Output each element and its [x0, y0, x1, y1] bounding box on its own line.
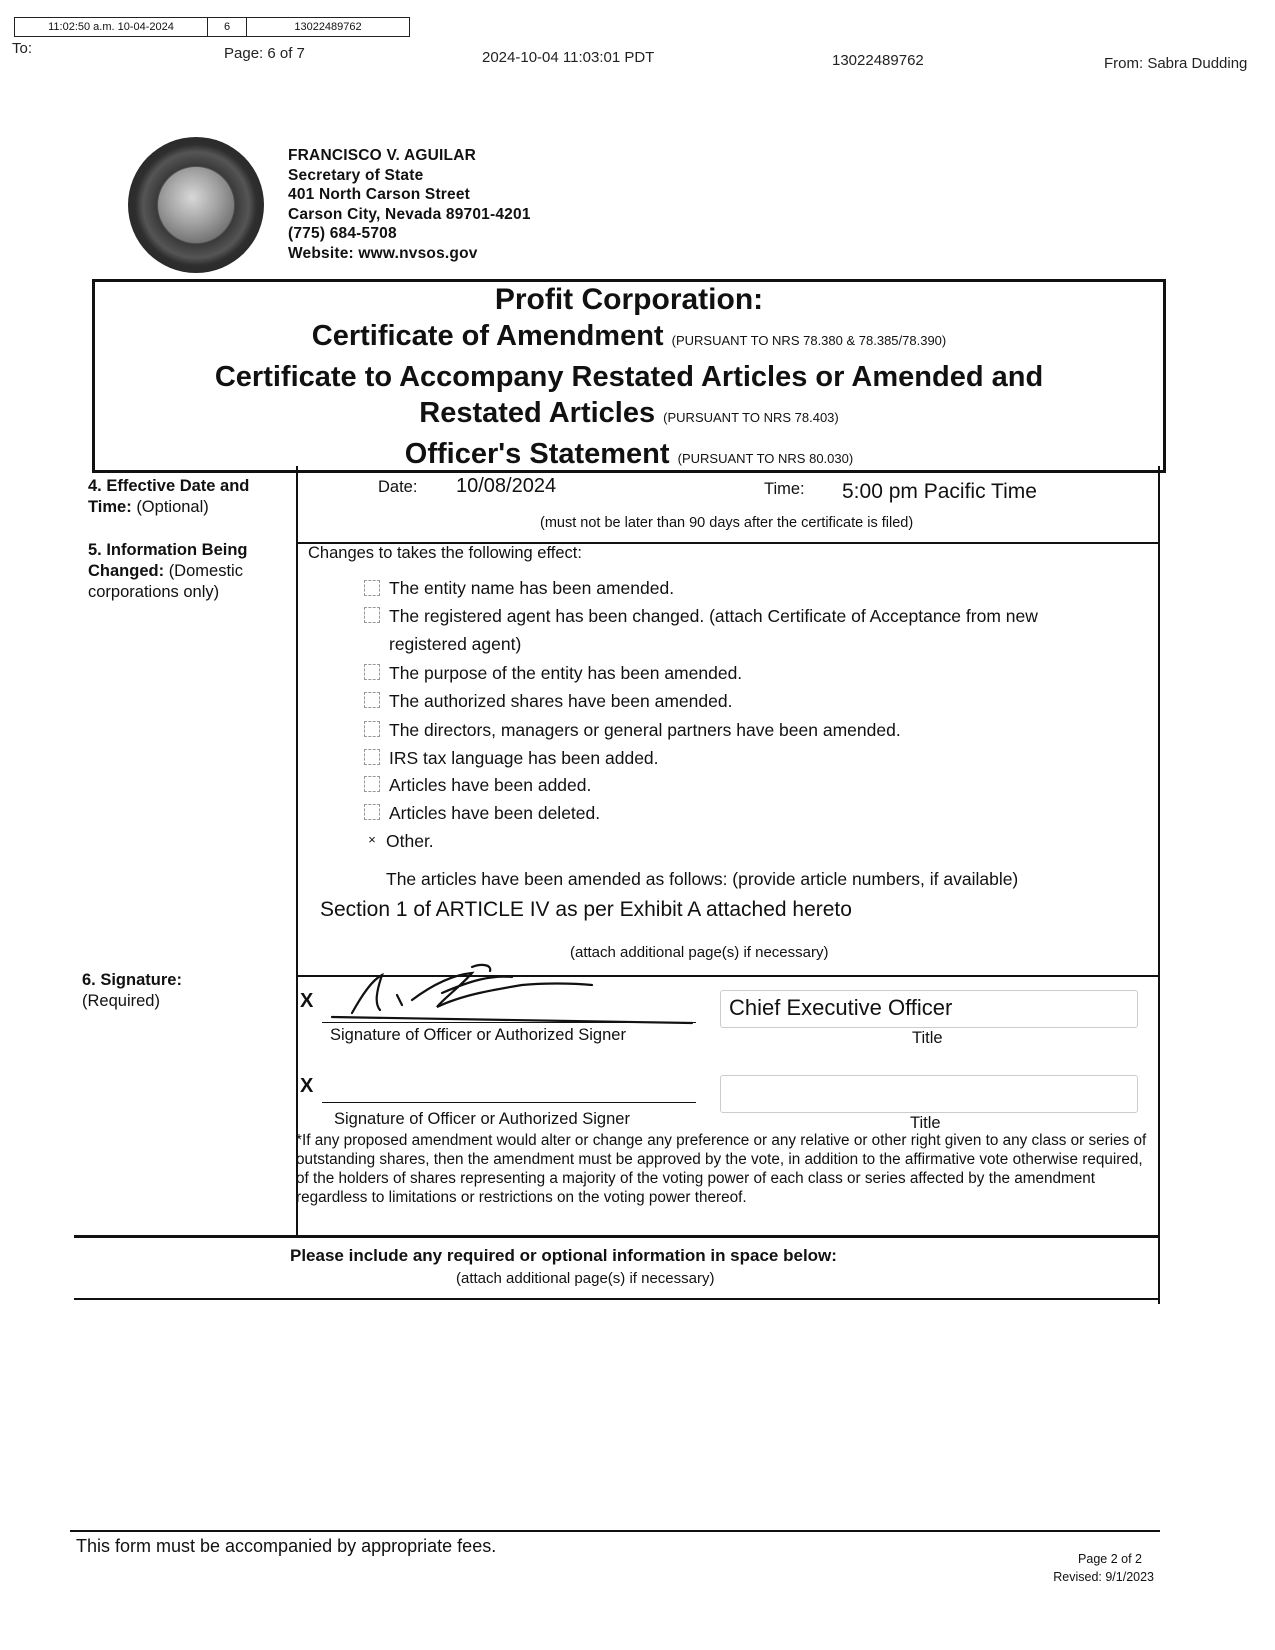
- item-authorized-shares: The authorized shares have been amended.: [389, 691, 733, 711]
- attach-note: (attach additional page(s) if necessary): [570, 944, 829, 961]
- signature-caption-2: Signature of Officer or Authorized Signer: [334, 1110, 630, 1128]
- fax-datetime: 2024-10-04 11:03:01 PDT: [482, 49, 655, 66]
- signature-caption-1: Signature of Officer or Authorized Signer: [330, 1026, 626, 1044]
- time-label: Time:: [764, 480, 805, 498]
- title-field-2[interactable]: [720, 1075, 1138, 1113]
- office-street: 401 North Carson Street: [288, 186, 471, 203]
- additional-heading: Please include any required or optional information in space below:: [290, 1246, 837, 1265]
- signature-line-2[interactable]: [322, 1102, 696, 1103]
- effective-time-field[interactable]: 5:00 pm Pacific Time: [842, 480, 1037, 503]
- title-caption-1: Title: [912, 1029, 943, 1047]
- item-registered-agent-cont: registered agent): [389, 634, 522, 654]
- office-title: Secretary of State: [288, 166, 424, 184]
- title-line-4: Restated Articles (PURSUANT TO NRS 78.403): [419, 397, 839, 429]
- checkbox-purpose[interactable]: [364, 664, 380, 680]
- signature-x-1: X: [300, 990, 314, 1012]
- fax-stamp-page: 6: [208, 18, 247, 36]
- office-block: [288, 146, 531, 263]
- nevada-state-seal-icon: [128, 137, 264, 273]
- date-label: Date:: [378, 478, 418, 496]
- item-articles-deleted: Articles have been deleted.: [389, 803, 601, 823]
- amendment-footnote: *If any proposed amendment would alter or change any preference or any relative or other right given to any class or series of outstanding shares, then the amendment must be approved by the vote, in addition to the affirmative vote otherwise required, of the holders of shares representing a majority of the voting power of each class or series affected by the amendment regardless to limitations or restrictions on the voting power thereof.: [296, 1132, 1147, 1206]
- checkbox-registered-agent[interactable]: [364, 607, 380, 623]
- office-name: FRANCISCO V. AGUILAR: [288, 147, 477, 164]
- checkbox-articles-deleted[interactable]: [364, 804, 380, 820]
- page-number: Page 2 of 2: [1078, 1552, 1142, 1566]
- checkbox-directors[interactable]: [364, 721, 380, 737]
- amended-value-field[interactable]: Section 1 of ARTICLE IV as per Exhibit A attached hereto: [320, 898, 852, 921]
- additional-info-area[interactable]: [76, 1300, 1156, 1530]
- item-purpose: The purpose of the entity has been amended.: [389, 663, 743, 683]
- fax-page: Page: 6 of 7: [224, 45, 305, 62]
- fax-stamp-number: 13022489762: [294, 21, 362, 33]
- title-line-3: Certificate to Accompany Restated Articles or Amended and: [214, 361, 1044, 393]
- fax-stamp-time: 11:02:50 a.m. 10-04-2024: [15, 18, 208, 36]
- checkbox-entity-name[interactable]: [364, 580, 380, 596]
- item-registered-agent: The registered agent has been changed. (attach Certificate of Acceptance from new: [389, 606, 1038, 626]
- title-field-1[interactable]: [720, 990, 1138, 1028]
- office-phone: (775) 684-5708: [288, 225, 397, 242]
- form-title-box: [92, 279, 1166, 473]
- title-line-5: Officer's Statement (PURSUANT TO NRS 80.030): [404, 438, 854, 470]
- item-directors: The directors, managers or general partners have been amended.: [389, 720, 901, 740]
- title-line-1: Profit Corporation:: [494, 283, 764, 316]
- effective-date-field[interactable]: 10/08/2024: [456, 475, 557, 497]
- checkbox-irs-tax[interactable]: [364, 749, 380, 765]
- section5-label: 5. Information Being Changed: (Domestic corporations only): [88, 541, 248, 601]
- fax-from: From: Sabra Dudding: [1104, 55, 1248, 72]
- revised-date: Revised: 9/1/2023: [1053, 1570, 1154, 1584]
- signature-x-2: X: [300, 1075, 314, 1097]
- item-irs-tax: IRS tax language has been added.: [389, 748, 659, 768]
- changes-intro: Changes to takes the following effect:: [308, 544, 582, 562]
- fax-number: 13022489762: [832, 52, 924, 69]
- section4-label: 4. Effective Date and Time: (Optional): [88, 477, 250, 516]
- office-city: Carson City, Nevada 89701-4201: [288, 205, 531, 223]
- fees-note: This form must be accompanied by appropriate fees.: [76, 1536, 497, 1556]
- item-other: Other.: [386, 831, 434, 851]
- title-line-2: Certificate of Amendment (PURSUANT TO NRS 78.380 & 78.385/78.390): [311, 320, 947, 352]
- additional-note: (attach additional page(s) if necessary): [456, 1270, 715, 1287]
- checkbox-articles-added[interactable]: [364, 776, 380, 792]
- effective-date-note: (must not be later than 90 days after the certificate is filed): [540, 515, 914, 531]
- section6-label: 6. Signature: (Required): [82, 971, 182, 1010]
- title-value-1: Chief Executive Officer: [729, 995, 953, 1020]
- item-entity-name: The entity name has been amended.: [389, 578, 675, 598]
- item-articles-added: Articles have been added.: [389, 775, 592, 795]
- checkbox-other[interactable]: ×: [368, 832, 376, 847]
- fax-stamp: [14, 17, 410, 37]
- signature-image: [322, 955, 712, 1025]
- office-website: Website: www.nvsos.gov: [288, 244, 478, 262]
- title-caption-2: Title: [910, 1114, 941, 1132]
- amended-label: The articles have been amended as follows: (provide article numbers, if available): [386, 869, 1019, 889]
- checkbox-authorized-shares[interactable]: [364, 692, 380, 708]
- fax-to-label: To:: [12, 40, 33, 57]
